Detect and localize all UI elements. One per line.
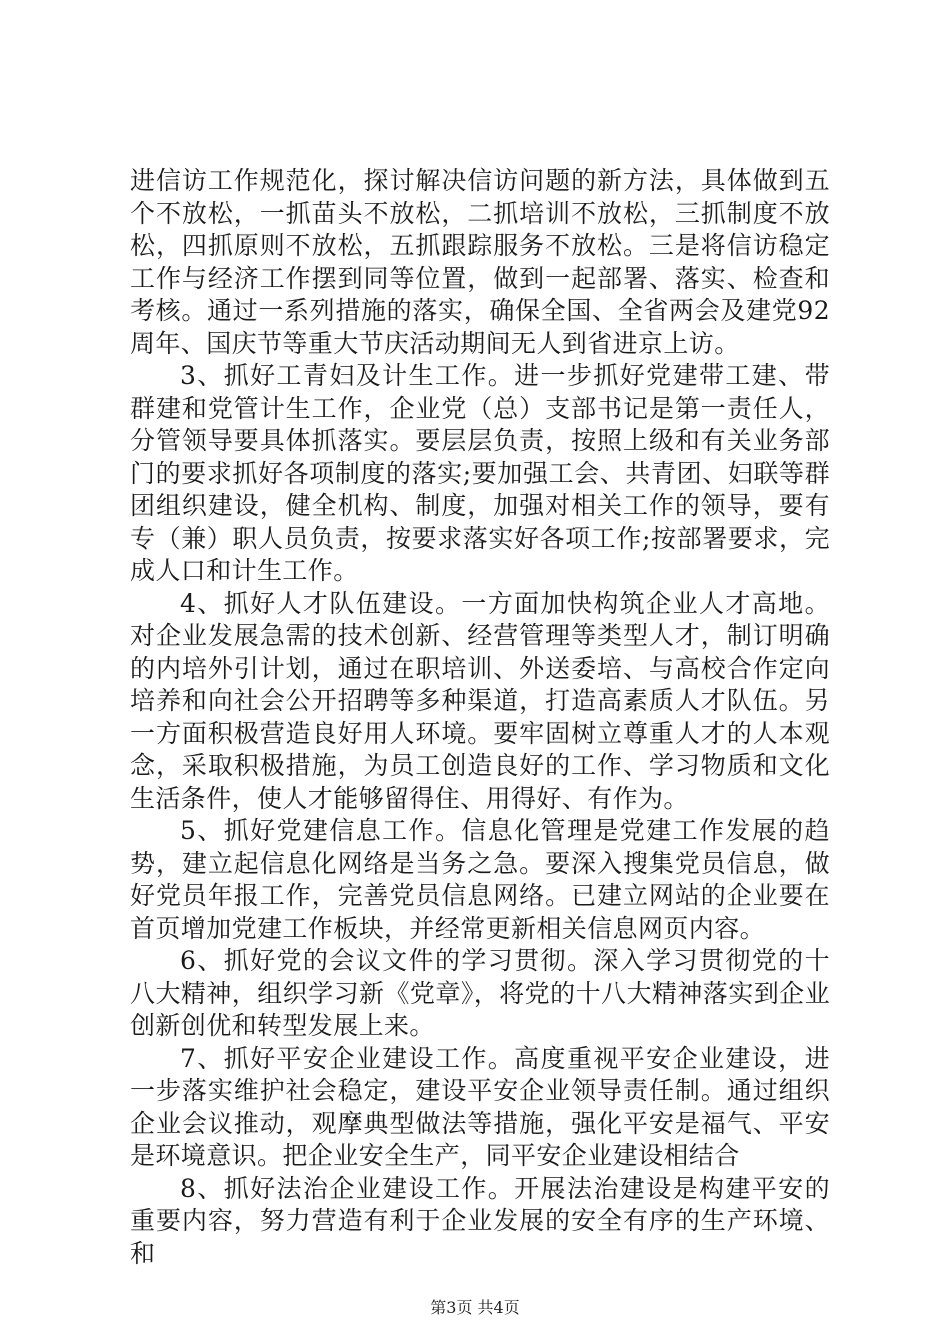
paragraph-item-4: 4、抓好人才队伍建设。一方面加快构筑企业人才高地。对企业发展急需的技术创新、经营管理等类型人才，制订明确的内培外引计划，通过在职培训、外送委培、与高校合作定向培养和向社会公开招聘等多种渠道，打造高素质人才队伍。另一方面积极营造良好用人环境。要牢固树立尊重人才的人本观念，采取积极措施，为员工创造良好的工作、学习物质和文化生活条件，使人才能够留得住、用得好、有作为。 (130, 588, 830, 813)
paragraph-item-7: 7、抓好平安企业建设工作。高度重视平安企业建设，进一步落实维护社会稳定，建设平安企业领导责任制。通过组织企业会议推动，观摩典型做法等措施，强化平安是福气、平安是环境意识。把企业安全生产，同平安企业建设相结合 (130, 1043, 830, 1170)
paragraph-item-3: 3、抓好工青妇及计生工作。进一步抓好党建带工建、带群建和党管计生工作，企业党（总）支部书记是第一责任人，分管领导要具体抓落实。要层层负责，按照上级和有关业务部门的要求抓好各项制度的落实;要加强工会、共青团、妇联等群团组织建设，健全机构、制度，加强对相关工作的领导，要有专（兼）职人员负责，按要求落实好各项工作;按部署要求，完成人口和计生工作。 (130, 361, 830, 585)
paragraph-item-6: 6、抓好党的会议文件的学习贯彻。深入学习贯彻党的十八大精神，组织学习新《党章》，将党的十八大精神落实到企业创新创优和转型发展上来。 (130, 946, 830, 1040)
paragraph-item-8: 8、抓好法治企业建设工作。开展法治建设是构建平安的重要内容，努力营造有利于企业发展的安全有序的生产环境、和 (130, 1173, 830, 1268)
document-body (130, 165, 830, 1270)
page-footer: 第3页 共4页 (430, 1298, 520, 1317)
paragraph-item-5: 5、抓好党建信息工作。信息化管理是党建工作发展的趋势，建立起信息化网络是当务之急。要深入搜集党员信息，做好党员年报工作，完善党员信息网络。已建立网站的企业要在首页增加党建工作板块，并经常更新相关信息网页内容。 (130, 816, 830, 943)
paragraph-continuation: 进信访工作规范化，探讨解决信访问题的新方法，具体做到五个不放松，一抓苗头不放松，二抓培训不放松，三抓制度不放松，四抓原则不放松，五抓跟踪服务不放松。三是将信访稳定工作与经济工作摆到同等位置，做到一起部署、落实、检查和考核。通过一系列措施的落实，确保全国、全省两会及建党92周年、国庆节等重大节庆活动期间无人到省进京上访。 (130, 166, 830, 358)
